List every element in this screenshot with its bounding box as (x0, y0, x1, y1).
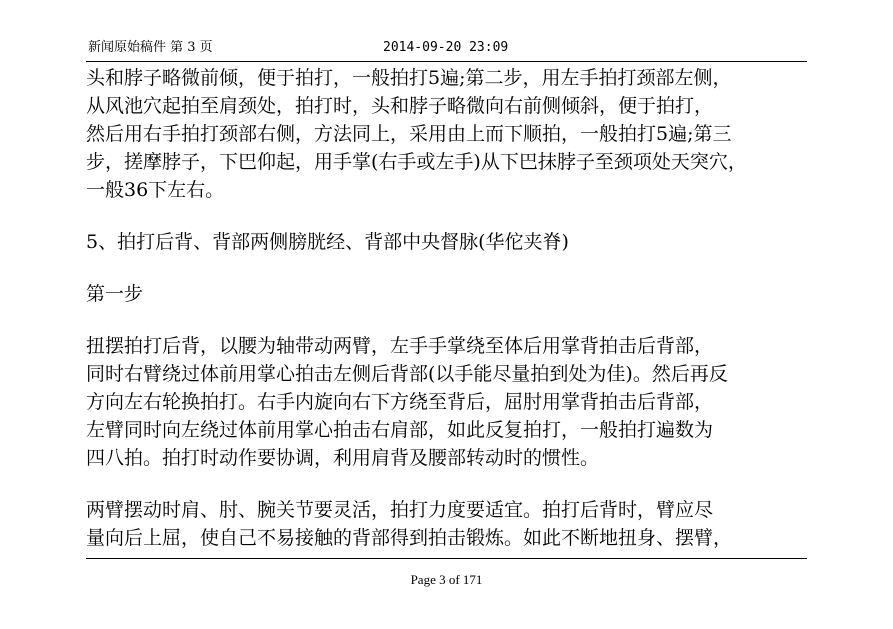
header-source-label: 新闻原始稿件 第 3 页 (88, 40, 213, 55)
step-heading (86, 280, 811, 308)
text-line: 左臂同时向左绕过体前用掌心拍击右肩部，如此反复拍打，一般拍打遍数为 (86, 419, 714, 441)
page-number: Page 3 of 171 (410, 572, 483, 587)
paragraph-2 (86, 332, 811, 472)
header-timestamp: 2014-09-20 23:09 (383, 40, 509, 55)
text-line: 量向后上屈，使自己不易接触的背部得到拍击锻炼。如此不断地扭身、摆臂， (86, 527, 733, 549)
text-line: 从风池穴起拍至肩颈处，拍打时，头和脖子略微向右前侧倾斜，便于拍打， (86, 95, 714, 117)
text-line: 两臂摆动时肩、肘、腕关节要灵活，拍打力度要适宜。拍打后背时，臂应尽 (86, 499, 714, 521)
text-line: 一般36下左右。 (86, 179, 225, 201)
text-line: 四八拍。拍打时动作要协调，利用肩背及腰部转动时的惯性。 (86, 447, 600, 469)
footer-divider (86, 558, 807, 559)
text-line: 头和脖子略微前倾，便于拍打，一般拍打5遍;第二步，用左手拍打颈部左侧， (86, 67, 732, 89)
paragraph-1 (86, 64, 811, 204)
text-line: 步，搓摩脖子，下巴仰起，用手掌(右手或左手)从下巴抹脖子至颈项处天突穴， (86, 151, 747, 173)
text-line: 方向左右轮换拍打。右手内旋向右下方绕至背后，屈肘用掌背拍击后背部， (86, 391, 714, 413)
text-line: 同时右臂绕过体前用掌心拍击左侧后背部(以手能尽量拍到处为佳)。然后再反 (86, 363, 728, 385)
text-line: 第一步 (86, 283, 144, 305)
text-line: 扭摆拍打后背，以腰为轴带动两臂，左手手掌绕至体后用掌背拍击后背部， (86, 335, 714, 357)
paragraph-3 (86, 496, 811, 552)
article-body (86, 64, 811, 552)
text-line: 5、拍打后背、背部两侧膀胱经、背部中央督脉(华佗夹脊) (86, 231, 569, 253)
section-heading (86, 228, 811, 256)
text-line: 然后用右手拍打颈部右侧，方法同上，采用由上而下顺拍，一般拍打5遍;第三 (86, 123, 732, 145)
header-divider (86, 61, 807, 62)
